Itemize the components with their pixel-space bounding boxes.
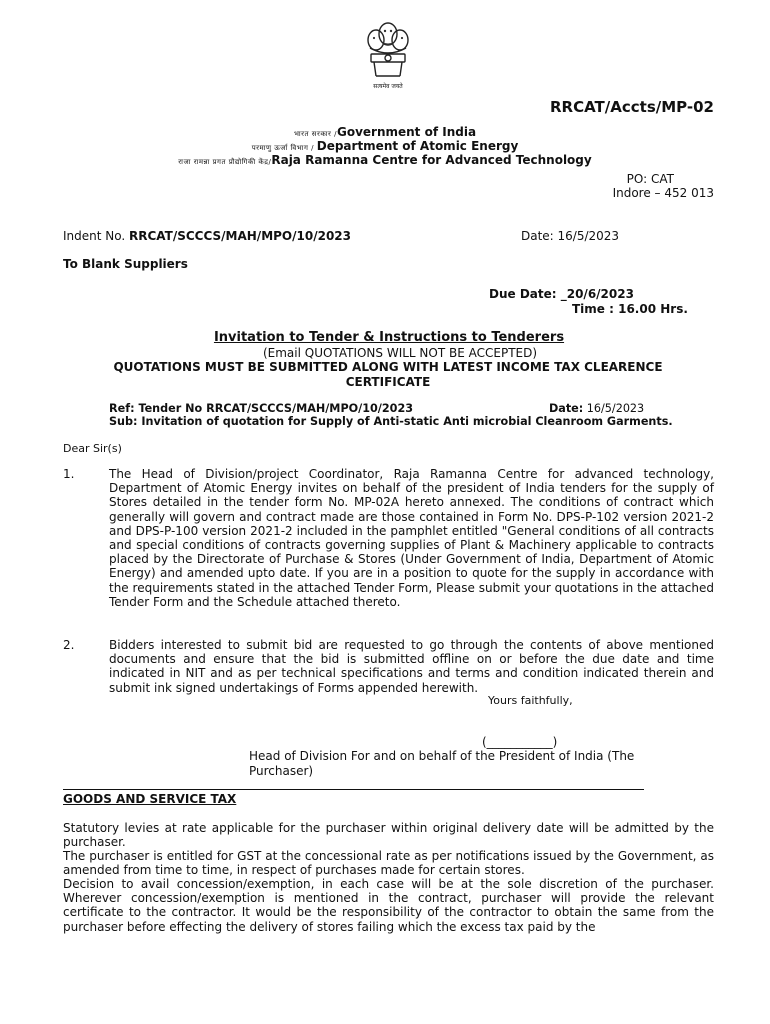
indent-number <box>63 229 351 243</box>
gst-heading: GOODS AND SERVICE TAX <box>63 792 237 806</box>
yours-faithfully: Yours faithfully, <box>488 694 573 707</box>
org-line-1-hindi: भारत सरकार / <box>293 130 337 138</box>
indent-value: RRCAT/SCCCS/MAH/MPO/10/2023 <box>129 229 351 243</box>
org-line-2 <box>0 139 770 153</box>
po-address: PO: CAT <box>626 172 674 186</box>
email-note: (Email QUOTATIONS WILL NOT BE ACCEPTED) <box>262 346 538 360</box>
org-line-3 <box>0 153 770 167</box>
org-line-3-hindi: राजा रामन्ना प्रगत प्रौद्योगिकी केंद्र/ <box>178 158 272 166</box>
emblem-caption: सत्यमेव जयते <box>373 83 403 90</box>
gst-para-2: The purchaser is entitled for GST at the concessional rate as per notifications issued by the Government, as amended from time to time, in respect of purchases made for certain stores. <box>63 849 714 878</box>
org-line-1-english: Government of India <box>336 125 477 139</box>
para-2-text: Bidders interested to submit bid are requested to go through the contents of above mentioned documents and ensure that the bid is submitted offline on or before the due date and time indicated in NIT and as per technical specifications and terms and condition indicated therein and submit ink signed undertakings of Forms appended herewith. <box>109 638 714 695</box>
due-time: Time : 16.00 Hrs. <box>572 302 688 316</box>
para-2-number: 2. <box>63 638 75 652</box>
lion-capital-icon <box>362 18 414 82</box>
ref-date <box>549 402 644 415</box>
invitation-title: Invitation to Tender & Instructions to Tenderers <box>213 330 565 345</box>
due-date: Due Date: _20/6/2023 <box>489 287 634 301</box>
gst-para-1: Statutory levies at rate applicable for the purchaser within original delivery date will be admitted by the purchaser. <box>63 821 714 850</box>
ref-date-label: Date: <box>549 402 584 415</box>
indent-label: Indent No. <box>63 229 130 243</box>
org-line-3-english: Raja Ramanna Centre for Advanced Technology <box>271 153 592 167</box>
salutation: Dear Sir(s) <box>63 442 122 455</box>
para-1-text: The Head of Division/project Coordinator, Raja Ramanna Centre for advanced technology, Department of Atomic Energy invites on behalf of the president of India tenders for the supply of Stores detailed in the tender form No. MP-02A hereto annexed. The conditions of contract which generally will govern and contract made are those contained in Form No. DPS-P-102 version 2021-2 and DPS-P-100 version 2021-2 included in the pamphlet entitled "General conditions of all contracts and special conditions of contracts governing supplies of Plant & Machinery applicable to contracts placed by the Directorate of Purchase & Stores (Under Government of India, Department of Atomic Energy) and amended upto date. If you are in a position to quote for the supply in accordance with the requirements stated in the attached Tender Form, Please submit your quotations in the attached Tender Form and the Schedule attached thereto. <box>109 467 714 609</box>
org-line-2-hindi: परमाणु ऊर्जा विभाग / <box>251 144 317 152</box>
indent-date: Date: 16/5/2023 <box>521 229 620 243</box>
org-line-1 <box>0 125 770 139</box>
to-line: To Blank Suppliers <box>63 257 188 271</box>
form-code: RRCAT/Accts/MP-02 <box>550 98 714 116</box>
divider-line <box>63 789 644 790</box>
org-line-2-english: Department of Atomic Energy <box>316 139 519 153</box>
warning-note: QUOTATIONS MUST BE SUBMITTED ALONG WITH LATEST INCOME TAX CLEARENCE CERTIFICATE <box>113 360 663 389</box>
gst-para-3: Decision to avail concession/exemption, in each case will be at the sole discretion of the purchaser. Wherever concession/exemption is mentioned in the contract, purchaser will provide the relevant certificate to the contractor. It would be the responsibility of the contractor to obtain the same from the purchaser before effecting the delivery of stores failing which the excess tax paid by the <box>63 877 714 934</box>
national-emblem <box>362 18 414 94</box>
signature-blank: (___________) <box>482 735 558 749</box>
ref-date-value: 16/5/2023 <box>583 402 645 415</box>
para-1-number: 1. <box>63 467 75 481</box>
ref-tender: Ref: Tender No RRCAT/SCCCS/MAH/MPO/10/2023 <box>109 402 414 415</box>
signatory-line: Head of Division For and on behalf of the President of India (The Purchaser) <box>249 749 635 778</box>
city-address: Indore – 452 013 <box>612 186 714 200</box>
subject-line: Sub: Invitation of quotation for Supply of Anti-static Anti microbial Cleanroom Garments. <box>109 415 673 428</box>
